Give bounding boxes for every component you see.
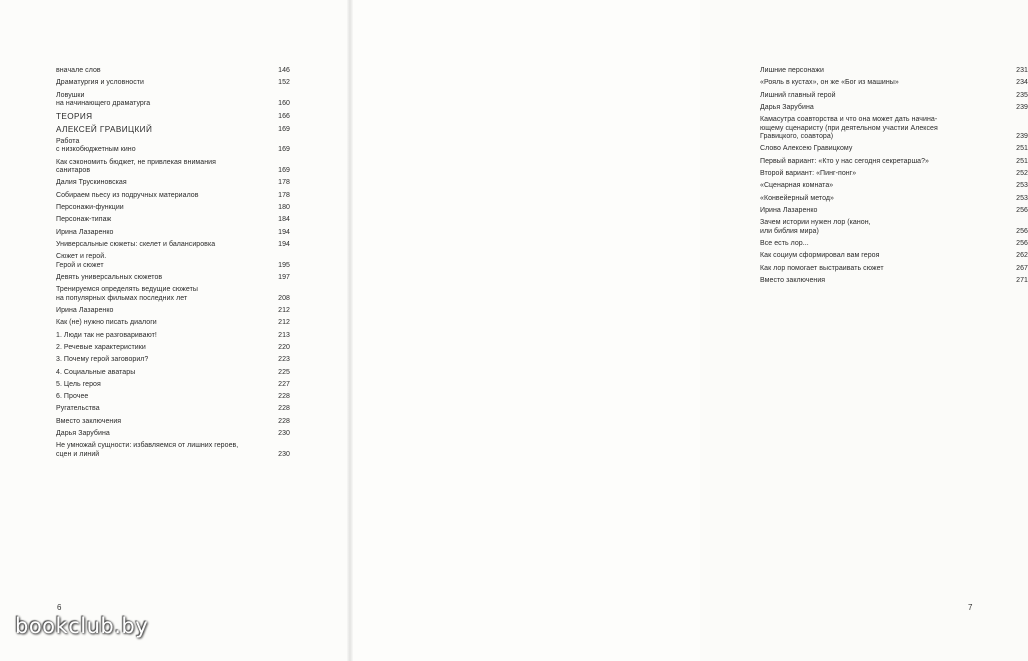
toc-entry-page: 146 xyxy=(278,67,290,74)
toc-entry xyxy=(56,332,290,341)
toc-entry-title: Ирина Лазаренко xyxy=(56,307,114,315)
toc-entry-title: Как сэкономить бюджет, не привлекая внимания санитаров xyxy=(56,158,216,175)
toc-entry-page: 195 xyxy=(278,261,290,269)
toc-entry-page: 227 xyxy=(278,380,290,388)
toc-entry-title: 3. Почему герой заговорил? xyxy=(56,356,149,364)
toc-entry-page: 178 xyxy=(278,179,290,187)
toc-entry-page: 239 xyxy=(1016,133,1028,141)
toc-entry xyxy=(56,418,290,427)
toc-entry-page: 253 xyxy=(1016,182,1028,190)
toc-entry-page: 220 xyxy=(278,343,290,351)
toc-entry-title: Ловушки на начинающего драматурга xyxy=(56,91,151,108)
toc-entry-page: 208 xyxy=(278,294,290,302)
toc-entry xyxy=(56,274,290,283)
toc-entry-title: Персонажи-функции xyxy=(56,203,124,211)
toc-entry-title: 1. Люди так не разговаривают! xyxy=(56,331,157,339)
watermark: bookclub.by xyxy=(15,614,149,638)
toc-entry xyxy=(56,67,290,76)
toc-entry xyxy=(56,229,290,238)
toc-entry-page: 234 xyxy=(1016,79,1028,87)
toc-entry-page: 230 xyxy=(278,450,290,458)
toc-entry-page: 256 xyxy=(1016,227,1028,235)
toc-entry xyxy=(760,182,1028,191)
toc-entry xyxy=(56,381,290,390)
toc-entry-title: 2. Речевые характеристики xyxy=(56,343,146,351)
toc-entry xyxy=(56,179,290,188)
toc-entry-page: 169 xyxy=(278,167,290,175)
toc-entry xyxy=(760,158,1028,167)
toc-entry xyxy=(56,241,290,250)
toc-entry-title: Ирина Лазаренко xyxy=(56,228,114,236)
toc-entry xyxy=(56,138,290,155)
toc-entry xyxy=(56,356,290,365)
toc-entry-page: 169 xyxy=(278,126,290,134)
toc-entry-title: 6. Прочее xyxy=(56,393,89,401)
toc-entry-title: 4. Социальные аватары xyxy=(56,368,136,376)
toc-list-left xyxy=(56,67,290,463)
toc-entry xyxy=(760,170,1028,179)
toc-entry-page: 178 xyxy=(278,191,290,199)
toc-entry-title: Универсальные сюжеты: скелет и балансировка xyxy=(56,240,216,248)
toc-entry xyxy=(56,204,290,213)
toc-entry-page: 225 xyxy=(278,368,290,376)
toc-entry-page: 228 xyxy=(278,393,290,401)
toc-entry-page: 213 xyxy=(278,331,290,339)
toc-entry xyxy=(760,219,1028,236)
toc-entry-page: 235 xyxy=(1016,91,1028,99)
toc-entry-page: 251 xyxy=(1016,145,1028,153)
toc-entry-title: вначале слов xyxy=(56,67,101,74)
toc-entry-page: 230 xyxy=(278,430,290,437)
toc-entry-title: Собираем пьесу из подручных материалов xyxy=(56,191,199,199)
toc-entry-title: «Сценарная комната» xyxy=(760,182,834,190)
toc-entry-page: 160 xyxy=(278,100,290,108)
toc-entry-title: 5. Цель героя xyxy=(56,380,101,388)
toc-entry-title: «Конвейерный метод» xyxy=(760,194,834,202)
toc-entry-title: Не умножай сущности: избавляемся от лишних героев, сцен и линий xyxy=(56,442,239,458)
toc-entry-title: Далия Трускиновская xyxy=(56,179,127,187)
toc-entry-page: 228 xyxy=(278,405,290,413)
toc-entry xyxy=(56,430,290,439)
toc-entry-page: 166 xyxy=(278,113,290,121)
toc-entry-page: 253 xyxy=(1016,194,1028,202)
toc-entry-page: 212 xyxy=(278,307,290,315)
toc-entry-title: Дарья Зарубина xyxy=(56,430,110,437)
toc-entry-title: Лишние персонажи xyxy=(760,67,824,74)
toc-entry xyxy=(760,104,1028,113)
toc-entry-title: Камасутра соавторства и что она может дать начина- ющему сценаристу (при деятельном участии Алексея Гравицкого, соавтора) xyxy=(760,116,938,141)
toc-entry xyxy=(56,112,290,122)
toc-entry xyxy=(760,145,1028,154)
toc-entry-title: Дарья Зарубина xyxy=(760,103,814,111)
toc-entry xyxy=(760,92,1028,101)
toc-entry xyxy=(56,319,290,328)
toc-entry-title: Девять универсальных сюжетов xyxy=(56,273,163,281)
toc-entry xyxy=(56,307,290,316)
page-number-left: 6 xyxy=(57,603,62,612)
toc-entry-title: Первый вариант: «Кто у нас сегодня секретарша?» xyxy=(760,157,929,165)
toc-entry-page: 231 xyxy=(1016,67,1028,74)
right-page xyxy=(350,0,1028,661)
toc-entry-page: 197 xyxy=(278,273,290,281)
toc-entry-title: Как (не) нужно писать диалоги xyxy=(56,319,157,327)
toc-entry xyxy=(760,277,1028,286)
toc-entry xyxy=(760,207,1028,216)
toc-entry-title: Вместо заключения xyxy=(56,417,122,425)
toc-entry-title: Слово Алексею Гравицкому xyxy=(760,145,853,153)
toc-entry-page: 223 xyxy=(278,356,290,364)
toc-entry-page: 194 xyxy=(278,240,290,248)
toc-entry xyxy=(760,116,1028,142)
toc-entry-page: 180 xyxy=(278,203,290,211)
toc-entry-page: 256 xyxy=(1016,240,1028,248)
toc-entry-page: 152 xyxy=(278,79,290,87)
toc-entry xyxy=(760,67,1028,76)
toc-entry-page: 256 xyxy=(1016,206,1028,214)
toc-entry xyxy=(56,253,290,270)
toc-entry xyxy=(760,252,1028,261)
toc-entry-page: 212 xyxy=(278,319,290,327)
toc-entry xyxy=(56,159,290,176)
toc-entry-page: 262 xyxy=(1016,252,1028,260)
toc-entry-page: 267 xyxy=(1016,264,1028,272)
toc-entry-title: Как лор помогает выстраивать сюжет xyxy=(760,264,884,272)
toc-entry-page: 251 xyxy=(1016,157,1028,165)
toc-entry-title: Лишний главный герой xyxy=(760,91,836,99)
toc-entry xyxy=(56,393,290,402)
toc-entry-title: Работа с низкобюджетным кино xyxy=(56,137,136,154)
toc-entry-title: «Рояль в кустах», он же «Бог из машины» xyxy=(760,79,899,87)
toc-entry-page: 239 xyxy=(1016,103,1028,111)
toc-entry-title: Все есть лор... xyxy=(760,240,809,248)
toc-entry xyxy=(760,195,1028,204)
toc-entry xyxy=(56,125,290,135)
toc-entry-page: 169 xyxy=(278,146,290,154)
toc-entry xyxy=(56,79,290,88)
toc-entry-title: АЛЕКСЕЙ ГРАВИЦКИЙ xyxy=(56,125,153,135)
toc-entry-title: Ирина Лазаренко xyxy=(760,206,818,214)
toc-entry-title: Вместо заключения xyxy=(760,276,826,284)
toc-entry xyxy=(56,369,290,378)
toc-entry-page: 194 xyxy=(278,228,290,236)
toc-entry-page: 228 xyxy=(278,417,290,425)
toc-entry xyxy=(56,405,290,414)
book-gutter xyxy=(347,0,353,661)
toc-entry xyxy=(760,240,1028,249)
toc-entry-page: 184 xyxy=(278,216,290,224)
toc-entry xyxy=(56,216,290,225)
toc-entry-title: Второй вариант: «Пинг-понг» xyxy=(760,170,857,178)
page-number-right: 7 xyxy=(968,603,973,612)
toc-entry xyxy=(56,92,290,109)
toc-entry xyxy=(56,442,290,459)
toc-entry xyxy=(56,192,290,201)
toc-entry-title: Сюжет и герой. Герой и сюжет xyxy=(56,253,107,269)
toc-entry-title: Тренируемся определять ведущие сюжеты на популярных фильмах последних лет xyxy=(56,286,198,302)
toc-entry xyxy=(56,344,290,353)
toc-list-right xyxy=(760,67,1028,289)
toc-entry xyxy=(760,79,1028,88)
toc-entry xyxy=(56,286,290,303)
toc-entry xyxy=(760,265,1028,274)
toc-entry-title: Драматургия и условности xyxy=(56,79,145,87)
toc-entry-page: 252 xyxy=(1016,170,1028,178)
toc-entry-title: Зачем истории нужен лор (канон, или библия мира) xyxy=(760,219,871,235)
toc-entry-title: Как социум сформировал вам героя xyxy=(760,252,880,260)
left-page xyxy=(0,0,350,661)
toc-entry-title: Персонаж-типаж xyxy=(56,216,112,224)
toc-entry-title: ТЕОРИЯ xyxy=(56,112,93,122)
toc-entry-page: 271 xyxy=(1016,276,1028,284)
toc-entry-title: Ругательства xyxy=(56,405,100,413)
